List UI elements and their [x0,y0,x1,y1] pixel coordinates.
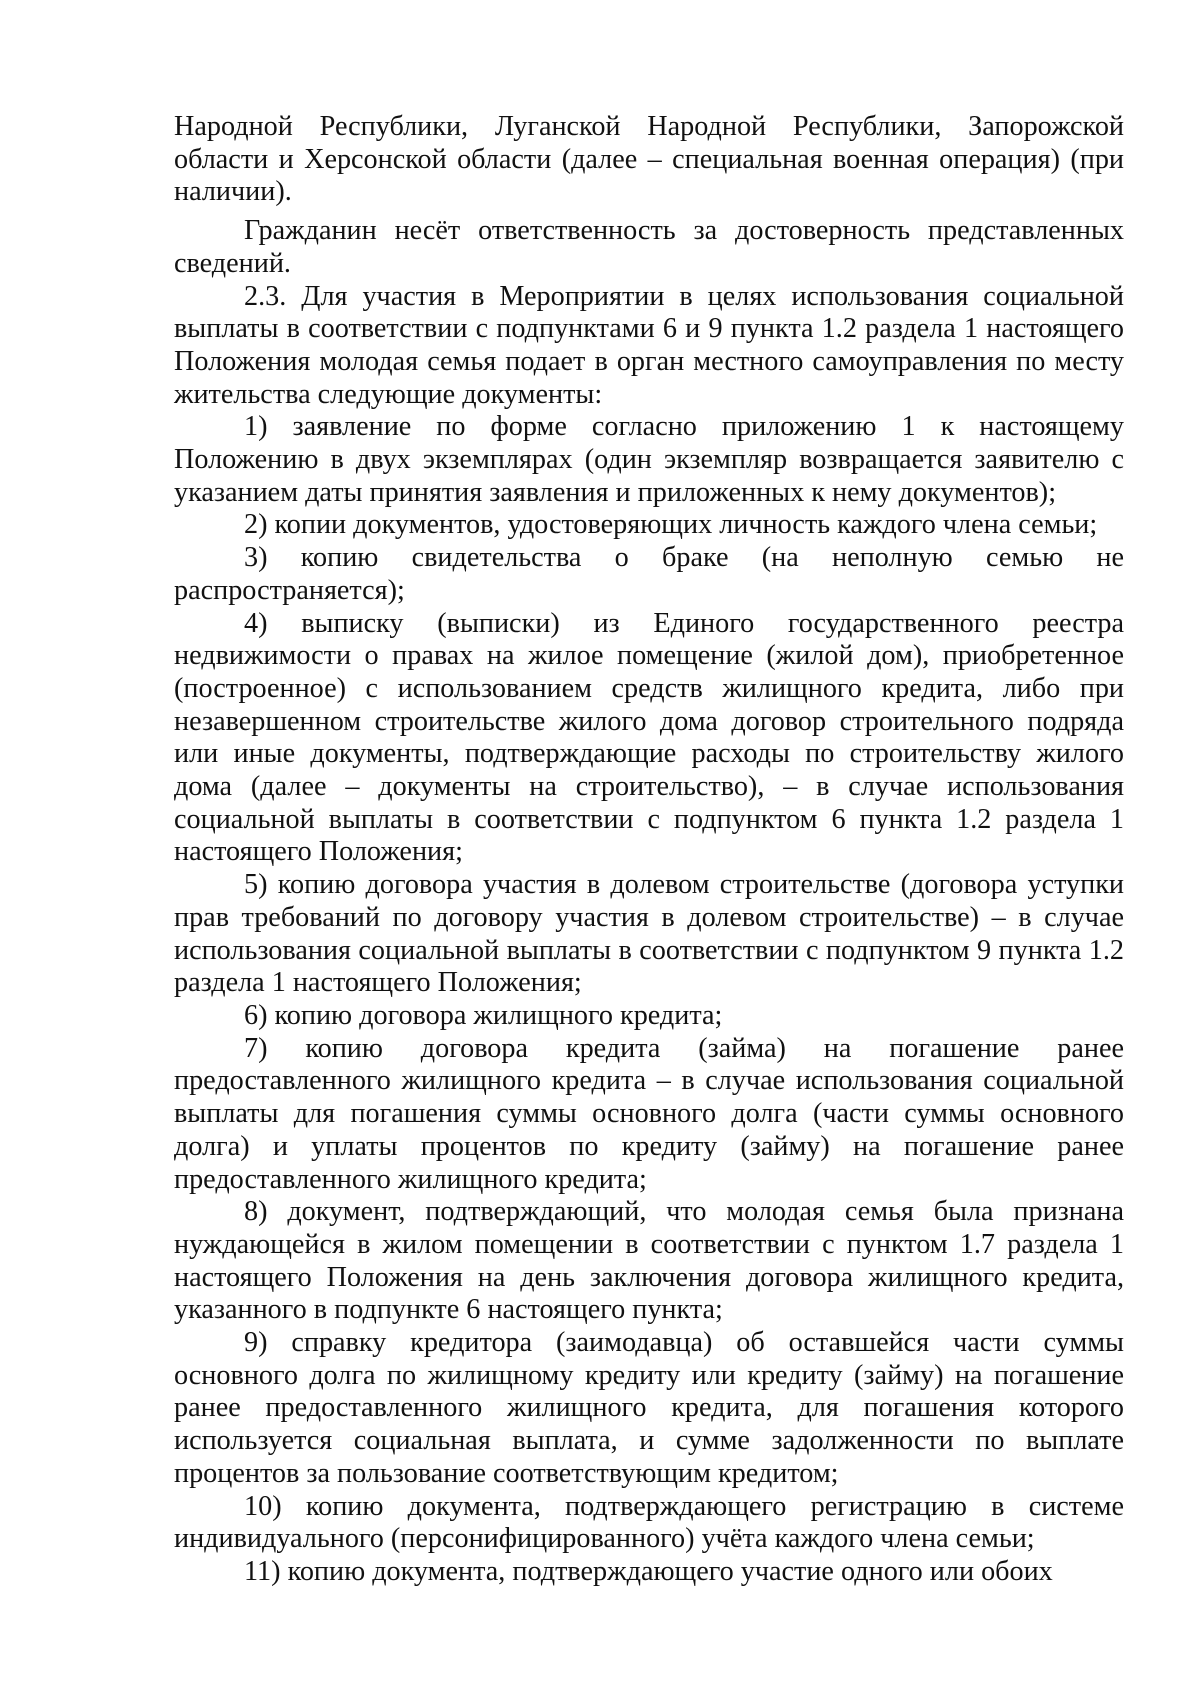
list-item-4: 4) выписку (выписки) из Единого государственного реестра недвижимости о правах на жилое помещение (жилой дом), приобретенное (построенное) с использованием средств жилищного кредита, либо при незавершенном строительстве жилого дома договор строительного подряда или иные документы, подтверждающие расходы по строительству жилого дома (далее – документы на строительство), – в случае использования социальной выплаты в соответствии с подпунктом 6 пункта 1.2 раздела 1 настоящего Положения; [174,607,1124,868]
list-item-11: 11) копию документа, подтверждающего участие одного или обоих [244,1555,1053,1587]
list-item-6: 6) копию договора жилищного кредита; [244,999,723,1031]
list-item-9: 9) справку кредитора (заимодавца) об оставшейся части суммы основного долга по жилищному кредиту или кредиту (займу) на погашение ранее предоставленного жилищного кредита, для погашения которого используется социальная выплата, и сумме задолженности по выплате процентов за пользование соответствующим кредитом; [174,1327,1124,1489]
list-item-8: 8) документ, подтверждающий, что молодая семья была признана нуждающейся в жилом помещении в соответствии с пунктом 1.7 раздела 1 настоящего Положения на день заключения договора жилищного кредита, указанного в подпункте 6 настоящего пункта; [174,1196,1124,1326]
list-item-2: 2) копии документов, удостоверяющих личность каждого члена семьи; [244,509,1098,541]
document-body [174,111,1124,1589]
list-item-3: 3) копию свидетельства о браке (на неполную семью не распространяется); [174,542,1124,606]
paragraph-section-2-3: 2.3. Для участия в Мероприятии в целях использования социальной выплаты в соответствии с подпунктами 6 и 9 пункта 1.2 раздела 1 настоящего Положения молодая семья подает в орган местного самоуправления по месту жительства следующие документы: [174,280,1124,410]
list-item-10: 10) копию документа, подтверждающего регистрацию в системе индивидуального (персонифицированного) учёта каждого члена семьи; [174,1490,1124,1555]
list-item-1: 1) заявление по форме согласно приложению 1 к настоящему Положению в двух экземплярах (один экземпляр возвращается заявителю с указанием даты принятия заявления и приложенных к нему документов); [174,411,1124,508]
paragraph-responsibility: Гражданин несёт ответственность за достоверность представленных сведений. [174,215,1124,279]
paragraph-continuation: Народной Республики, Луганской Народной Республики, Запорожской области и Херсонской области (далее – специальная военная операция) (при наличии). [174,111,1124,208]
list-item-5: 5) копию договора участия в долевом строительстве (договора уступки прав требований по договору участия в долевом строительстве) – в случае использования социальной выплаты в соответствии с подпунктом 9 пункта 1.2 раздела 1 настоящего Положения; [174,869,1124,999]
list-item-7: 7) копию договора кредита (займа) на погашение ранее предоставленного жилищного кредита – в случае использования социальной выплаты для погашения суммы основного долга (части суммы основного долга) и уплаты процентов по кредиту (займу) на погашение ранее предоставленного жилищного кредита; [174,1032,1124,1195]
